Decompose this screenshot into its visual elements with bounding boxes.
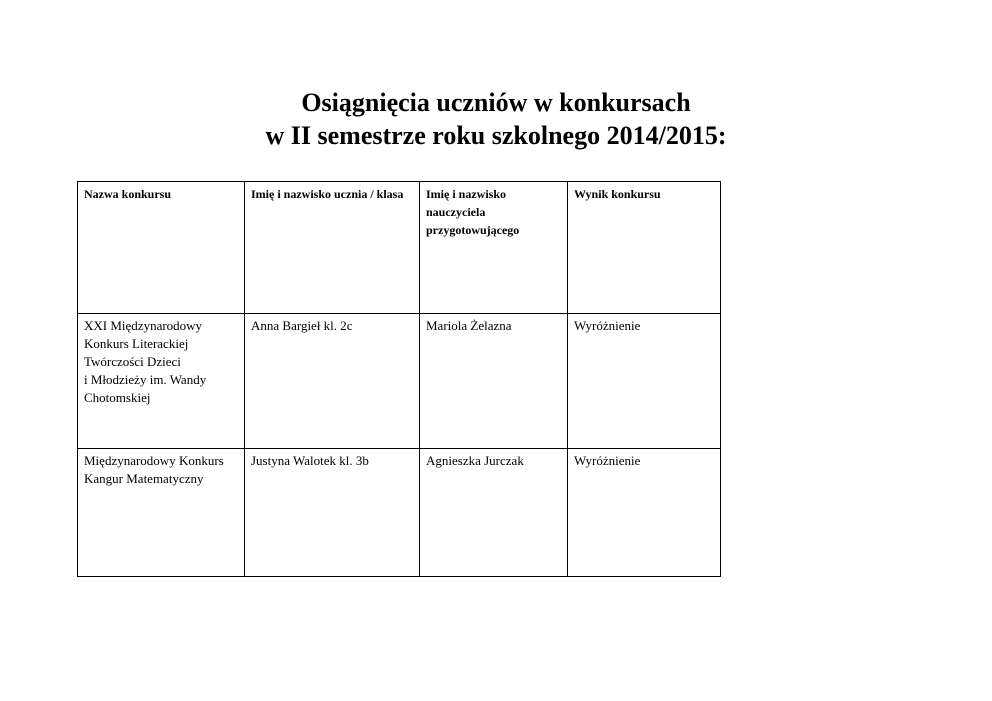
cell-contest-name: Międzynarodowy Konkurs Kangur Matematyczny — [78, 449, 245, 577]
header-result: Wynik konkursu — [568, 182, 721, 314]
header-student-class: Imię i nazwisko ucznia / klasa — [245, 182, 420, 314]
cell-result: Wyróżnienie — [568, 449, 721, 577]
cell-student: Anna Bargieł kl. 2c — [245, 314, 420, 449]
document-title-line-2: w II semestrze roku szkolnego 2014/2015: — [265, 121, 727, 150]
header-teacher: Imię i nazwisko nauczyciela przygotowującego — [420, 182, 568, 314]
table-row — [78, 449, 721, 577]
contest-results-table — [77, 181, 721, 577]
document-title — [0, 86, 992, 152]
table-row — [78, 314, 721, 449]
cell-student: Justyna Walotek kl. 3b — [245, 449, 420, 577]
cell-contest-name: XXI Międzynarodowy Konkurs Literackiej Twórczości Dzieci i Młodzieży im. Wandy Chotomskiej — [78, 314, 245, 449]
cell-teacher: Mariola Żelazna — [420, 314, 568, 449]
table-header-row — [78, 182, 721, 314]
cell-teacher: Agnieszka Jurczak — [420, 449, 568, 577]
cell-result: Wyróżnienie — [568, 314, 721, 449]
document-title-line-1: Osiągnięcia uczniów w konkursach — [301, 88, 691, 117]
header-contest-name: Nazwa konkursu — [78, 182, 245, 314]
